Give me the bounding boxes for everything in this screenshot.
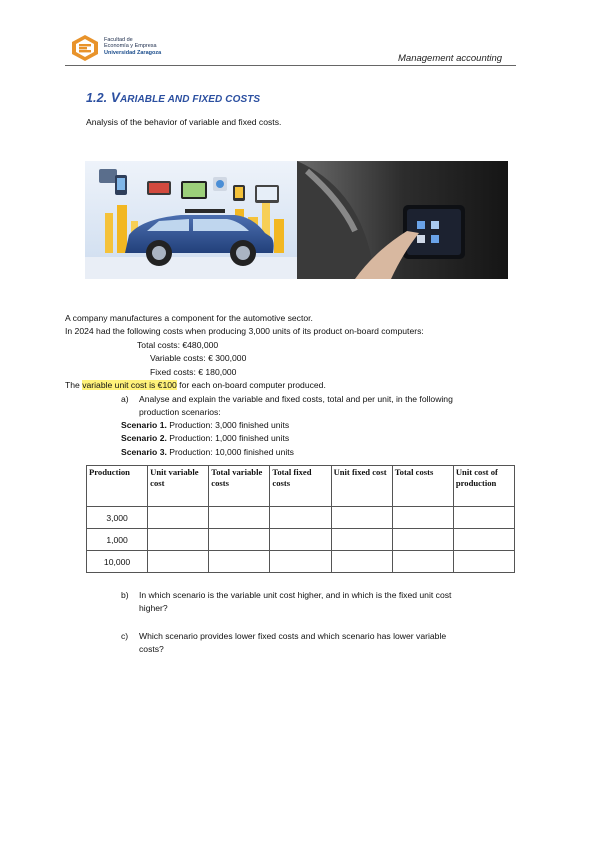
empty-cell (148, 507, 209, 529)
empty-cell (392, 529, 453, 551)
col-header-production: Production (87, 466, 148, 507)
scenario-1-label: Scenario 1. (121, 420, 167, 430)
section-title-initial: V (110, 90, 120, 105)
empty-cell (209, 551, 270, 573)
question-c-label: c) (121, 631, 129, 641)
section-title-rest: ARIABLE AND FIXED COSTS (119, 94, 261, 105)
empty-cell (148, 551, 209, 573)
question-c-line-1: Which scenario provides lower fixed costs and which scenario has lower variable (139, 631, 447, 641)
empty-cell (392, 551, 453, 573)
section-number: 1.2. (86, 91, 108, 105)
empty-cell (453, 529, 514, 551)
col-header-total-costs: Total costs (392, 466, 453, 507)
logo-text (104, 37, 161, 56)
body-line-1: A company manufactures a component for the automotive sector. (65, 313, 313, 323)
fixed-costs: Fixed costs: € 180,000 (150, 367, 237, 377)
empty-cell (209, 507, 270, 529)
col-header-unit-cost-of-production: Unit cost of production (453, 466, 514, 507)
question-b-line-1: In which scenario is the variable unit cost higher, and in which is the fixed unit cost (139, 590, 452, 600)
section-title (86, 90, 260, 105)
question-b-text (139, 589, 451, 615)
production-cell: 1,000 (87, 529, 148, 551)
question-a-text (139, 393, 453, 419)
col-header-unit-variable-cost: Unit variable cost (148, 466, 209, 507)
question-c-line-2: costs? (139, 644, 164, 654)
empty-cell (331, 551, 392, 573)
automotive-hero-image (85, 161, 508, 279)
university-logo-icon (70, 34, 100, 62)
scenario-3 (121, 447, 294, 457)
variable-costs: Variable costs: € 300,000 (150, 353, 247, 363)
scenario-3-label: Scenario 3. (121, 447, 167, 457)
col-header-total-fixed-costs: Total fixed costs (270, 466, 331, 507)
table-header-row (87, 466, 515, 507)
empty-cell (331, 507, 392, 529)
scenario-1 (121, 420, 289, 430)
cost-scenarios-table (86, 465, 515, 573)
scenario-3-text: Production: 10,000 finished units (166, 447, 294, 457)
question-b-line-2: higher? (139, 603, 168, 613)
empty-cell (331, 529, 392, 551)
question-a-line-1: Analyse and explain the variable and fixed costs, total and per unit, in the following (139, 394, 453, 404)
empty-cell (270, 529, 331, 551)
logo-line-1: Facultad de (104, 37, 133, 43)
col-header-total-variable-costs: Total variable costs (209, 466, 270, 507)
unit-cost-post: for each on-board computer produced. (176, 380, 326, 390)
production-cell: 10,000 (87, 551, 148, 573)
scenario-2-text: Production: 1,000 finished units (166, 433, 290, 443)
col-header-unit-fixed-cost: Unit fixed cost (331, 466, 392, 507)
empty-cell (270, 551, 331, 573)
header-course-title: Management accounting (398, 53, 503, 64)
table-row (87, 507, 515, 529)
empty-cell (453, 551, 514, 573)
empty-cell (270, 507, 331, 529)
header-divider (65, 65, 516, 66)
unit-cost-pre: The (65, 380, 83, 390)
empty-cell (453, 507, 514, 529)
scenario-2 (121, 433, 289, 443)
logo-line-2: Economía y Empresa (104, 43, 157, 50)
section-intro: Analysis of the behavior of variable and fixed costs. (86, 117, 282, 127)
unit-cost-sentence (65, 380, 326, 390)
table-row (87, 551, 515, 573)
production-cell: 3,000 (87, 507, 148, 529)
question-c-text (139, 630, 446, 656)
question-a-line-2: production scenarios: (139, 407, 221, 417)
total-costs: Total costs: €480,000 (137, 340, 219, 350)
scenario-2-label: Scenario 2. (121, 433, 167, 443)
logo-line-3: Universidad Zaragoza (104, 49, 162, 56)
unit-cost-highlight: variable unit cost is €100 (82, 380, 177, 390)
body-line-2: In 2024 had the following costs when producing 3,000 units of its product on-board computers: (65, 326, 424, 336)
question-a-label: a) (121, 394, 129, 404)
empty-cell (209, 529, 270, 551)
question-b-label: b) (121, 590, 129, 600)
empty-cell (392, 507, 453, 529)
scenario-1-text: Production: 3,000 finished units (166, 420, 290, 430)
empty-cell (148, 529, 209, 551)
table-row (87, 529, 515, 551)
